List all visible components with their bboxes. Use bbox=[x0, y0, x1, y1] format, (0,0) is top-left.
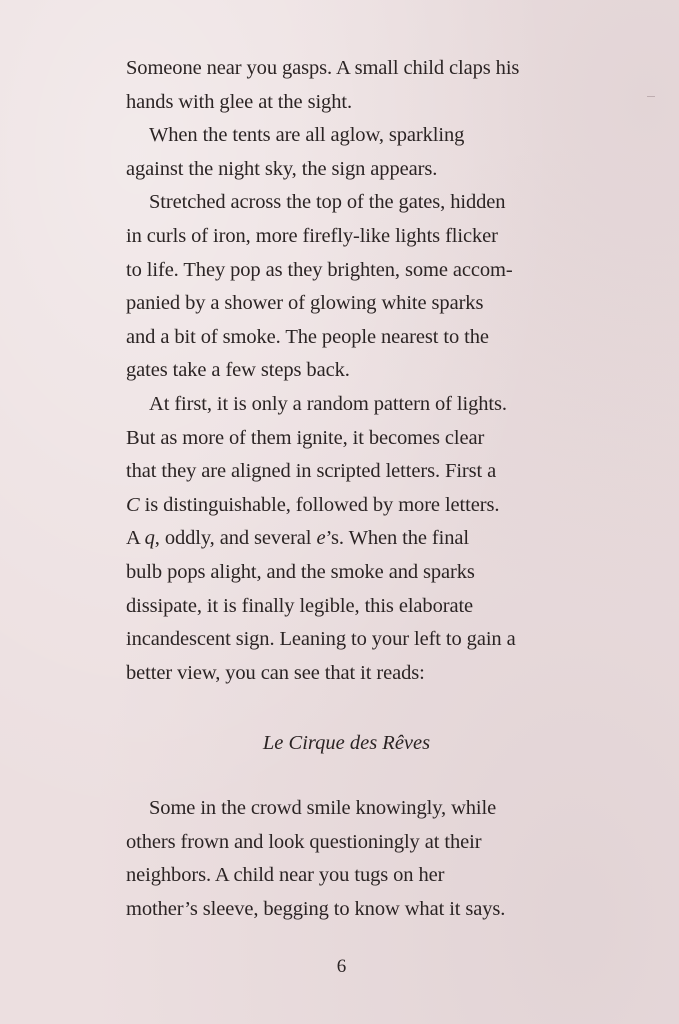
paragraph-4-line bbox=[126, 522, 586, 556]
paragraph-3-line: to life. They pop as they brighten, some accom- bbox=[126, 258, 513, 281]
paragraph-2-line: When the tents are all aglow, sparkling bbox=[149, 124, 465, 147]
paragraph-2-line: against the night sky, the sign appears. bbox=[126, 157, 438, 180]
paragraph-3-line: gates take a few steps back. bbox=[126, 359, 350, 382]
line-text: ’s. When the final bbox=[325, 527, 469, 550]
italic-letter-q: q bbox=[144, 527, 155, 550]
paragraph-5-line: Some in the crowd smile knowingly, while bbox=[149, 797, 497, 819]
paragraph-5-line: mother’s sleeve, begging to know what it says. bbox=[126, 897, 506, 920]
italic-letter-c: C bbox=[126, 493, 140, 516]
line-text: A bbox=[126, 527, 145, 550]
paragraph-5-line: neighbors. A child near you tugs on her bbox=[126, 864, 445, 887]
paragraph-3-line: and a bit of smoke. The people nearest to the bbox=[126, 325, 489, 348]
paper-mark bbox=[647, 96, 655, 97]
paragraph-4-line: dissipate, it is finally legible, this elaborate bbox=[126, 594, 474, 617]
paragraph-1-line: Someone near you gasps. A small child claps his bbox=[126, 57, 520, 79]
page-number: 6 bbox=[336, 956, 347, 977]
paragraph-4-line: bulb pops alight, and the smoke and sparks bbox=[126, 560, 475, 583]
italic-letter-e: e bbox=[316, 527, 326, 550]
paragraph-4-line: that they are aligned in scripted letters. First a bbox=[126, 460, 497, 483]
paragraph-3-line: panied by a shower of glowing white sparks bbox=[126, 292, 484, 315]
paragraph-4-line: better view, you can see that it reads: bbox=[126, 661, 425, 684]
line-text: is distinguishable, followed by more letters. bbox=[139, 493, 500, 516]
line-text: , oddly, and several bbox=[154, 527, 317, 550]
sign-title: Le Cirque des Rêves bbox=[262, 732, 431, 754]
body-text-bottom bbox=[126, 792, 586, 926]
paragraph-1-line: hands with glee at the sight. bbox=[126, 90, 352, 113]
paragraph-4-line bbox=[126, 489, 586, 523]
paragraph-3-line: in curls of iron, more firefly-like lights flicker bbox=[126, 224, 498, 247]
paragraph-4-line: incandescent sign. Leaning to your left to gain a bbox=[126, 628, 516, 651]
body-text-top bbox=[126, 52, 586, 690]
paragraph-5-line: others frown and look questioningly at their bbox=[126, 830, 482, 853]
paragraph-3-line: Stretched across the top of the gates, hidden bbox=[149, 191, 506, 214]
paragraph-4-line: At first, it is only a random pattern of lights. bbox=[149, 392, 507, 415]
paragraph-4-line: But as more of them ignite, it becomes clear bbox=[126, 426, 485, 449]
